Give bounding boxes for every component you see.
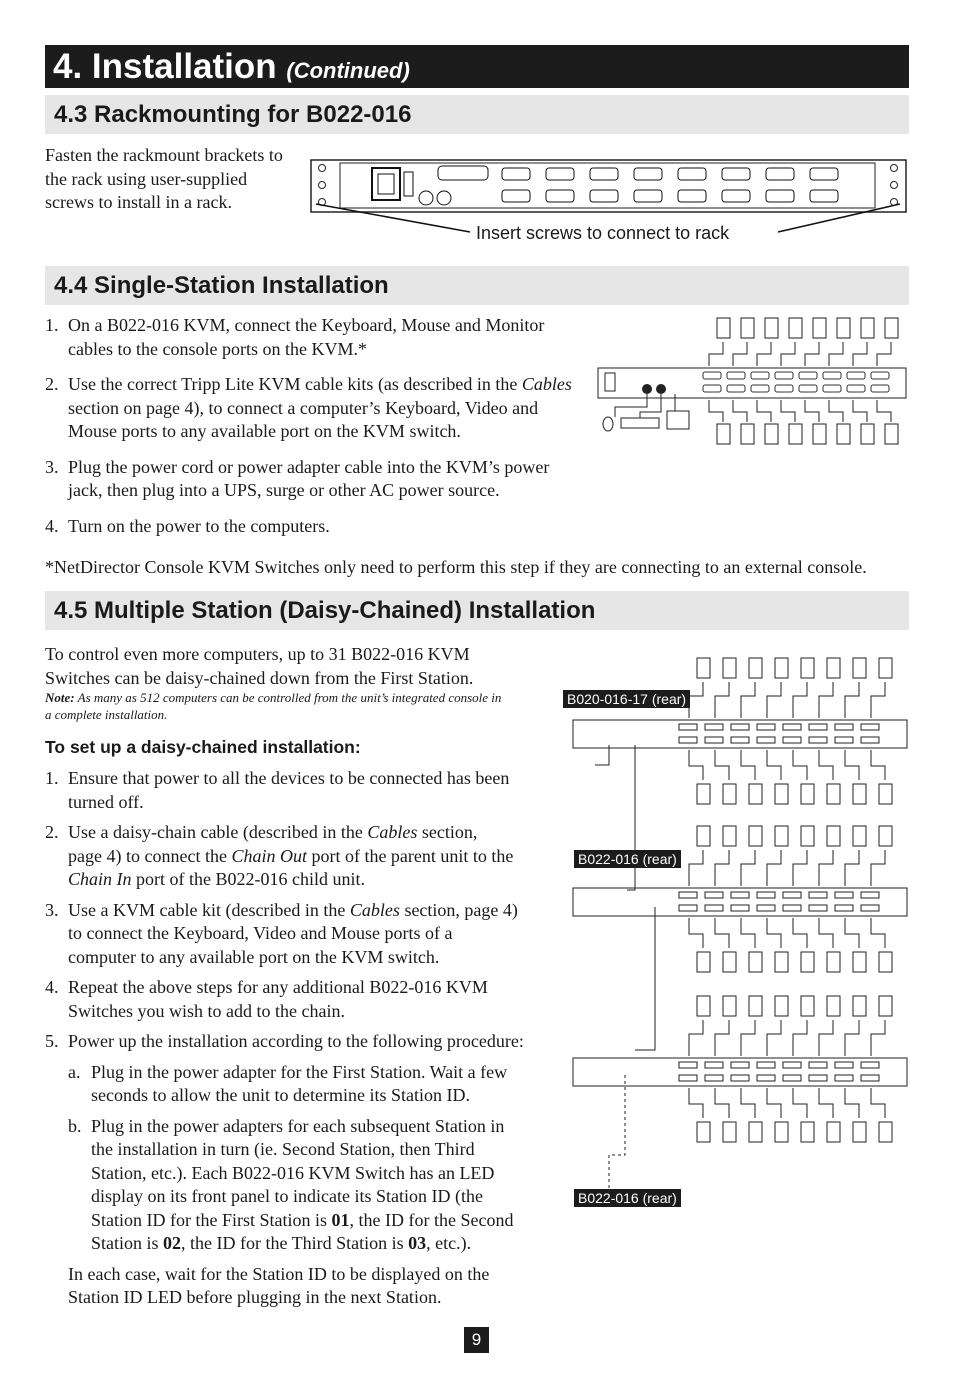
cable-line — [793, 1088, 807, 1118]
footnote: *NetDirector Console KVM Switches only need to perform this step if they are connecting to an external console. — [45, 557, 867, 577]
cable-line — [689, 918, 703, 948]
computer-icon — [723, 996, 736, 1016]
port — [809, 1075, 827, 1081]
cable-line — [871, 1088, 885, 1118]
computer-icon — [801, 952, 814, 972]
cable-line — [845, 918, 859, 948]
cable-line — [767, 682, 781, 718]
list-item: 2. Use a daisy-chain cable (described in the Cables section, page 4) to connect the Chain Out port of the parent unit to the Chain In port of the B022-016 child unit. — [45, 822, 514, 889]
port — [731, 737, 749, 743]
port — [731, 724, 749, 730]
computer-icon — [827, 996, 840, 1016]
computer-icon — [697, 658, 710, 678]
computer-icon — [723, 952, 736, 972]
computer-icon — [827, 952, 840, 972]
list-item: 1. Ensure that power to all the devices to be connected has been turned off. — [45, 768, 510, 812]
cable-line — [845, 750, 859, 780]
cable-line — [741, 1088, 755, 1118]
port — [757, 1075, 775, 1081]
computer-icon — [853, 658, 866, 678]
computer-icon — [775, 658, 788, 678]
cable-line — [715, 918, 729, 948]
cable-line — [689, 1020, 703, 1056]
single-station-steps — [45, 314, 585, 550]
port — [783, 724, 801, 730]
cable-line — [845, 850, 859, 886]
daisy-chain-diagram — [565, 650, 910, 1225]
rackmount-text: Fasten the rackmount brackets to the rack using user-supplied screws to install in a rack. — [45, 145, 283, 212]
port — [835, 905, 853, 911]
title-continued: (Continued) — [286, 58, 410, 83]
cable-line — [793, 750, 807, 780]
cable-line — [689, 682, 703, 718]
list-item: 3. Use a KVM cable kit (described in the Cables section, page 4) to connect the Keyboard, Video and Mouse ports of a computer to any available port on the KVM switch. — [45, 899, 518, 967]
computer-icon — [775, 784, 788, 804]
computer-icon — [827, 784, 840, 804]
page-number: 9 — [464, 1327, 489, 1353]
cable-line — [715, 1088, 729, 1118]
port — [731, 1062, 749, 1068]
computer-icon — [879, 952, 892, 972]
cable-line — [819, 750, 833, 780]
cable-line — [845, 1020, 859, 1056]
list-item: 2. Use the correct Tripp Lite KVM cable kits (as described in the Cables section on page 4), to connect a computer’s Keyboard, Video and Mouse ports to any available port on the KVM switch. — [45, 374, 572, 441]
cable-line — [845, 682, 859, 718]
computer-icon — [697, 784, 710, 804]
port — [809, 1062, 827, 1068]
cable-line — [741, 750, 755, 780]
sub-list-item: b. Plug in the power adapters for each subsequent Station in the installation in turn (ie. Second Station, then Third Station, etc.). Each B022-016 KVM Switch has an LED display on its front panel to indicate its Station ID (the Station ID for the First Station is 01, the ID for the Second Station is 02, the ID for the Third Station is 03, etc.). — [68, 1115, 514, 1253]
computer-icon — [749, 1122, 762, 1142]
computer-icon — [853, 826, 866, 846]
port — [835, 1075, 853, 1081]
cable-line — [871, 682, 885, 718]
port — [783, 892, 801, 898]
page-title: 4. Installation (Continued) — [53, 47, 410, 86]
cable-line — [689, 1088, 703, 1118]
port — [783, 1062, 801, 1068]
cable-line — [819, 682, 833, 718]
port — [783, 737, 801, 743]
computer-icon — [723, 784, 736, 804]
port — [705, 892, 723, 898]
sub-list-item: a. Plug in the power adapter for the First Station. Wait a few seconds to allow the unit to determine its Station ID. — [68, 1061, 508, 1105]
computer-icon — [879, 996, 892, 1016]
cable-line — [767, 1088, 781, 1118]
computer-icon — [801, 996, 814, 1016]
port — [757, 724, 775, 730]
computer-icon — [697, 952, 710, 972]
computer-icon — [723, 826, 736, 846]
port — [861, 892, 879, 898]
port — [679, 892, 697, 898]
port — [861, 1075, 879, 1081]
list-item: 4. Turn on the power to the computers. — [45, 515, 330, 536]
port — [679, 724, 697, 730]
computer-icon — [879, 826, 892, 846]
closing-text: In each case, wait for the Station ID to be displayed on the Station ID LED before plugging in the next Station. — [68, 1263, 490, 1307]
port — [835, 737, 853, 743]
computer-icon — [801, 784, 814, 804]
port — [861, 737, 879, 743]
cable-line — [715, 1020, 729, 1056]
cable-line — [871, 850, 885, 886]
computer-icon — [749, 996, 762, 1016]
computer-icon — [853, 1122, 866, 1142]
port — [679, 737, 697, 743]
computer-icon — [853, 784, 866, 804]
port — [835, 892, 853, 898]
port — [757, 1062, 775, 1068]
computer-icon — [775, 952, 788, 972]
cable-line — [689, 750, 703, 780]
cable-line — [845, 1088, 859, 1118]
cable-line — [715, 682, 729, 718]
port — [705, 737, 723, 743]
port — [731, 1075, 749, 1081]
cable-line — [793, 850, 807, 886]
computer-icon — [879, 784, 892, 804]
page-title-bar — [45, 45, 909, 88]
computer-icon — [827, 1122, 840, 1142]
port — [705, 724, 723, 730]
cable-line — [715, 750, 729, 780]
computer-icon — [879, 658, 892, 678]
rack-caption: Insert screws to connect to rack — [476, 223, 730, 243]
cable-line — [689, 850, 703, 886]
port — [861, 905, 879, 911]
port — [731, 905, 749, 911]
list-item: 5. Power up the installation according to the following procedure: — [45, 1031, 524, 1051]
port — [783, 1075, 801, 1081]
port — [705, 1075, 723, 1081]
list-item: 4. Repeat the above steps for any additional B022-016 KVM Switches you wish to add to the chain. — [45, 977, 488, 1021]
computer-icon — [723, 658, 736, 678]
computer-icon — [879, 1122, 892, 1142]
section-heading-4-3: 4.3 Rackmounting for B022-016 — [45, 95, 909, 134]
computer-icon — [775, 996, 788, 1016]
cable-line — [819, 1088, 833, 1118]
cable-line — [871, 918, 885, 948]
port — [783, 905, 801, 911]
computer-icon — [853, 996, 866, 1016]
port — [757, 905, 775, 911]
port — [861, 724, 879, 730]
cable-line — [767, 850, 781, 886]
cable-line — [819, 918, 833, 948]
section-heading-4-5: 4.5 Multiple Station (Daisy-Chained) Installation — [45, 591, 909, 630]
computer-icon — [749, 952, 762, 972]
list-item: 3. Plug the power cord or power adapter cable into the KVM’s power jack, then plug into a UPS, surge or other AC power source. — [45, 456, 550, 500]
cable-line — [871, 750, 885, 780]
port — [835, 724, 853, 730]
computer-icon — [723, 1122, 736, 1142]
computer-icon — [697, 996, 710, 1016]
daisy-subheading: To set up a daisy-chained installation: — [45, 737, 361, 757]
port — [809, 737, 827, 743]
computer-icon — [801, 826, 814, 846]
computer-icon — [749, 658, 762, 678]
list-item: 1. On a B022-016 KVM, connect the Keyboard, Mouse and Monitor cables to the console ports on the KVM.* — [45, 315, 545, 359]
port — [809, 724, 827, 730]
port — [705, 1062, 723, 1068]
port — [679, 905, 697, 911]
single-station-diagram — [595, 312, 910, 447]
cable-line — [793, 682, 807, 718]
computer-icon — [801, 1122, 814, 1142]
port — [835, 1062, 853, 1068]
computer-icon — [827, 658, 840, 678]
port — [679, 1062, 697, 1068]
cable-line — [819, 850, 833, 886]
cable-line — [871, 1020, 885, 1056]
daisy-note: Note: As many as 512 computers can be controlled from the unit’s integrated console in a complete installation. — [45, 690, 502, 722]
computer-icon — [697, 826, 710, 846]
cable-line — [741, 918, 755, 948]
cable-line — [819, 1020, 833, 1056]
unit-label-first: B020-016-17 (rear) — [563, 690, 690, 708]
cable-line — [793, 918, 807, 948]
cable-line — [767, 918, 781, 948]
daisy-steps — [45, 767, 550, 1310]
cable-line — [767, 1020, 781, 1056]
port — [861, 1062, 879, 1068]
computer-icon — [697, 1122, 710, 1142]
port — [757, 737, 775, 743]
port — [809, 892, 827, 898]
cable-line — [793, 1020, 807, 1056]
unit-label-second: B022-016 (rear) — [574, 850, 681, 868]
cable-line — [767, 750, 781, 780]
section-heading-4-4: 4.4 Single-Station Installation — [45, 266, 909, 305]
port — [757, 892, 775, 898]
cable-line — [715, 850, 729, 886]
cable-line — [741, 682, 755, 718]
daisy-intro: To control even more computers, up to 31 B022-016 KVM Switches can be daisy-chained down from the First Station. — [45, 644, 474, 688]
port — [705, 905, 723, 911]
unit-label-third: B022-016 (rear) — [574, 1189, 681, 1207]
computer-icon — [749, 826, 762, 846]
computer-icon — [801, 658, 814, 678]
cable-line — [741, 850, 755, 886]
computer-icon — [775, 1122, 788, 1142]
port — [731, 892, 749, 898]
port — [679, 1075, 697, 1081]
cable-line — [741, 1020, 755, 1056]
computer-icon — [827, 826, 840, 846]
port — [809, 905, 827, 911]
computer-icon — [775, 826, 788, 846]
computer-icon — [853, 952, 866, 972]
computer-icon — [749, 784, 762, 804]
